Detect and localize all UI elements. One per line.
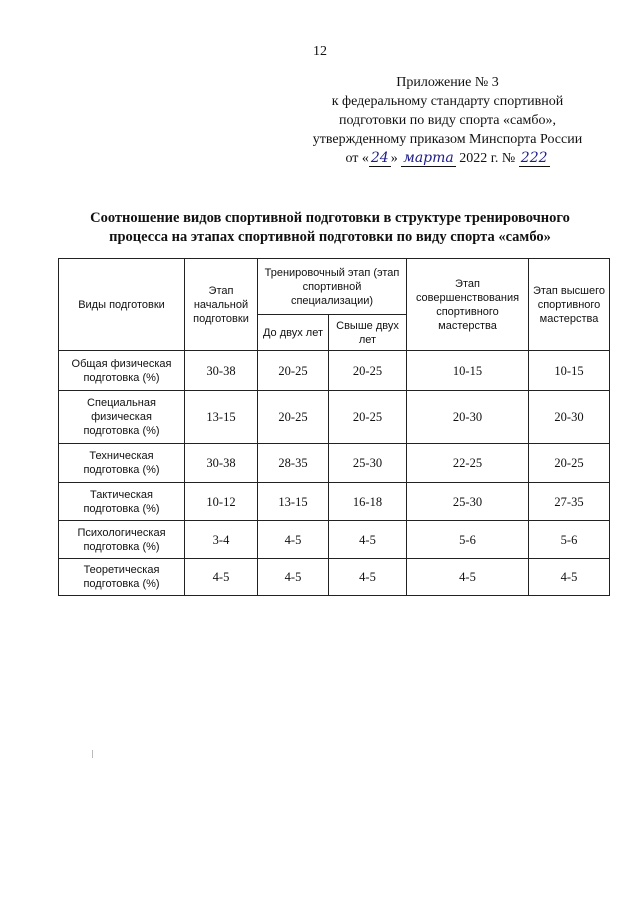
order-number-handwritten: 222 [520,150,548,166]
header-types: Виды подготовки [59,259,185,351]
cell-up-to-two: 20-25 [258,391,329,444]
header-highest-stage: Этап высшего спортивного мастерства [529,259,610,351]
cell-highest: 27-35 [529,483,610,521]
appendix-block [300,73,595,168]
cell-improvement: 22-25 [407,444,529,483]
header-improvement-stage: Этап совершенствования спортивного мастерства [407,259,529,351]
row-label: Общая физическая подготовка (%) [59,351,185,391]
cell-over-two: 20-25 [329,391,407,444]
table-row [59,559,610,596]
cell-initial: 13-15 [185,391,258,444]
appendix-line-4: утвержденному приказом Минспорта России [312,132,583,147]
appendix-line-2: к федеральному стандарту спортивной [331,94,564,109]
cell-initial: 3-4 [185,521,258,559]
table-row [59,444,610,483]
cell-up-to-two: 4-5 [258,559,329,596]
cell-improvement: 20-30 [407,391,529,444]
header-over-two-years: Свыше двух лет [329,315,407,351]
table-row [59,483,610,521]
cell-highest: 5-6 [529,521,610,559]
cell-over-two: 20-25 [329,351,407,391]
cell-up-to-two: 4-5 [258,521,329,559]
cell-initial: 10-12 [185,483,258,521]
cell-over-two: 25-30 [329,444,407,483]
row-label: Тактическая подготовка (%) [59,483,185,521]
date-prefix: от « [345,151,369,166]
cell-highest: 4-5 [529,559,610,596]
page-number: 12 [313,44,327,59]
cell-up-to-two: 28-35 [258,444,329,483]
cell-improvement: 10-15 [407,351,529,391]
cell-up-to-two: 20-25 [258,351,329,391]
row-label: Специальная физическая подготовка (%) [59,391,185,444]
table-row [59,391,610,444]
table-row [59,351,610,391]
date-month-handwritten: марта [403,150,454,166]
cell-over-two: 16-18 [329,483,407,521]
header-training-stage: Тренировочный этап (этап спортивной специализации) [258,259,407,315]
row-label: Теоретическая подготовка (%) [59,559,185,596]
header-up-to-two-years: До двух лет [258,315,329,351]
appendix-line-3: подготовки по виду спорта «самбо», [338,113,557,128]
header-initial-stage: Этап начальной подготовки [185,259,258,351]
cell-over-two: 4-5 [329,559,407,596]
cell-improvement: 5-6 [407,521,529,559]
cell-initial: 30-38 [185,444,258,483]
training-ratio-table [58,258,610,596]
cell-highest: 20-30 [529,391,610,444]
appendix-date-line [300,149,595,168]
cell-initial: 30-38 [185,351,258,391]
cell-up-to-two: 13-15 [258,483,329,521]
date-year: 2022 г. № [459,151,516,166]
document-title [60,209,600,247]
date-day-handwritten: 24 [370,150,389,166]
date-mid: » [390,151,398,166]
title-line-2: процесса на этапах спортивной подготовки по виду спорта «самбо» [109,229,551,245]
cell-initial: 4-5 [185,559,258,596]
row-label: Психологическая подготовка (%) [59,521,185,559]
table-row [59,521,610,559]
cell-highest: 10-15 [529,351,610,391]
row-label: Техническая подготовка (%) [59,444,185,483]
cell-improvement: 25-30 [407,483,529,521]
scan-mark [92,750,93,758]
cell-improvement: 4-5 [407,559,529,596]
appendix-line-1: Приложение № 3 [396,75,499,90]
cell-over-two: 4-5 [329,521,407,559]
cell-highest: 20-25 [529,444,610,483]
title-line-1: Соотношение видов спортивной подготовки в структуре тренировочного [90,210,570,226]
